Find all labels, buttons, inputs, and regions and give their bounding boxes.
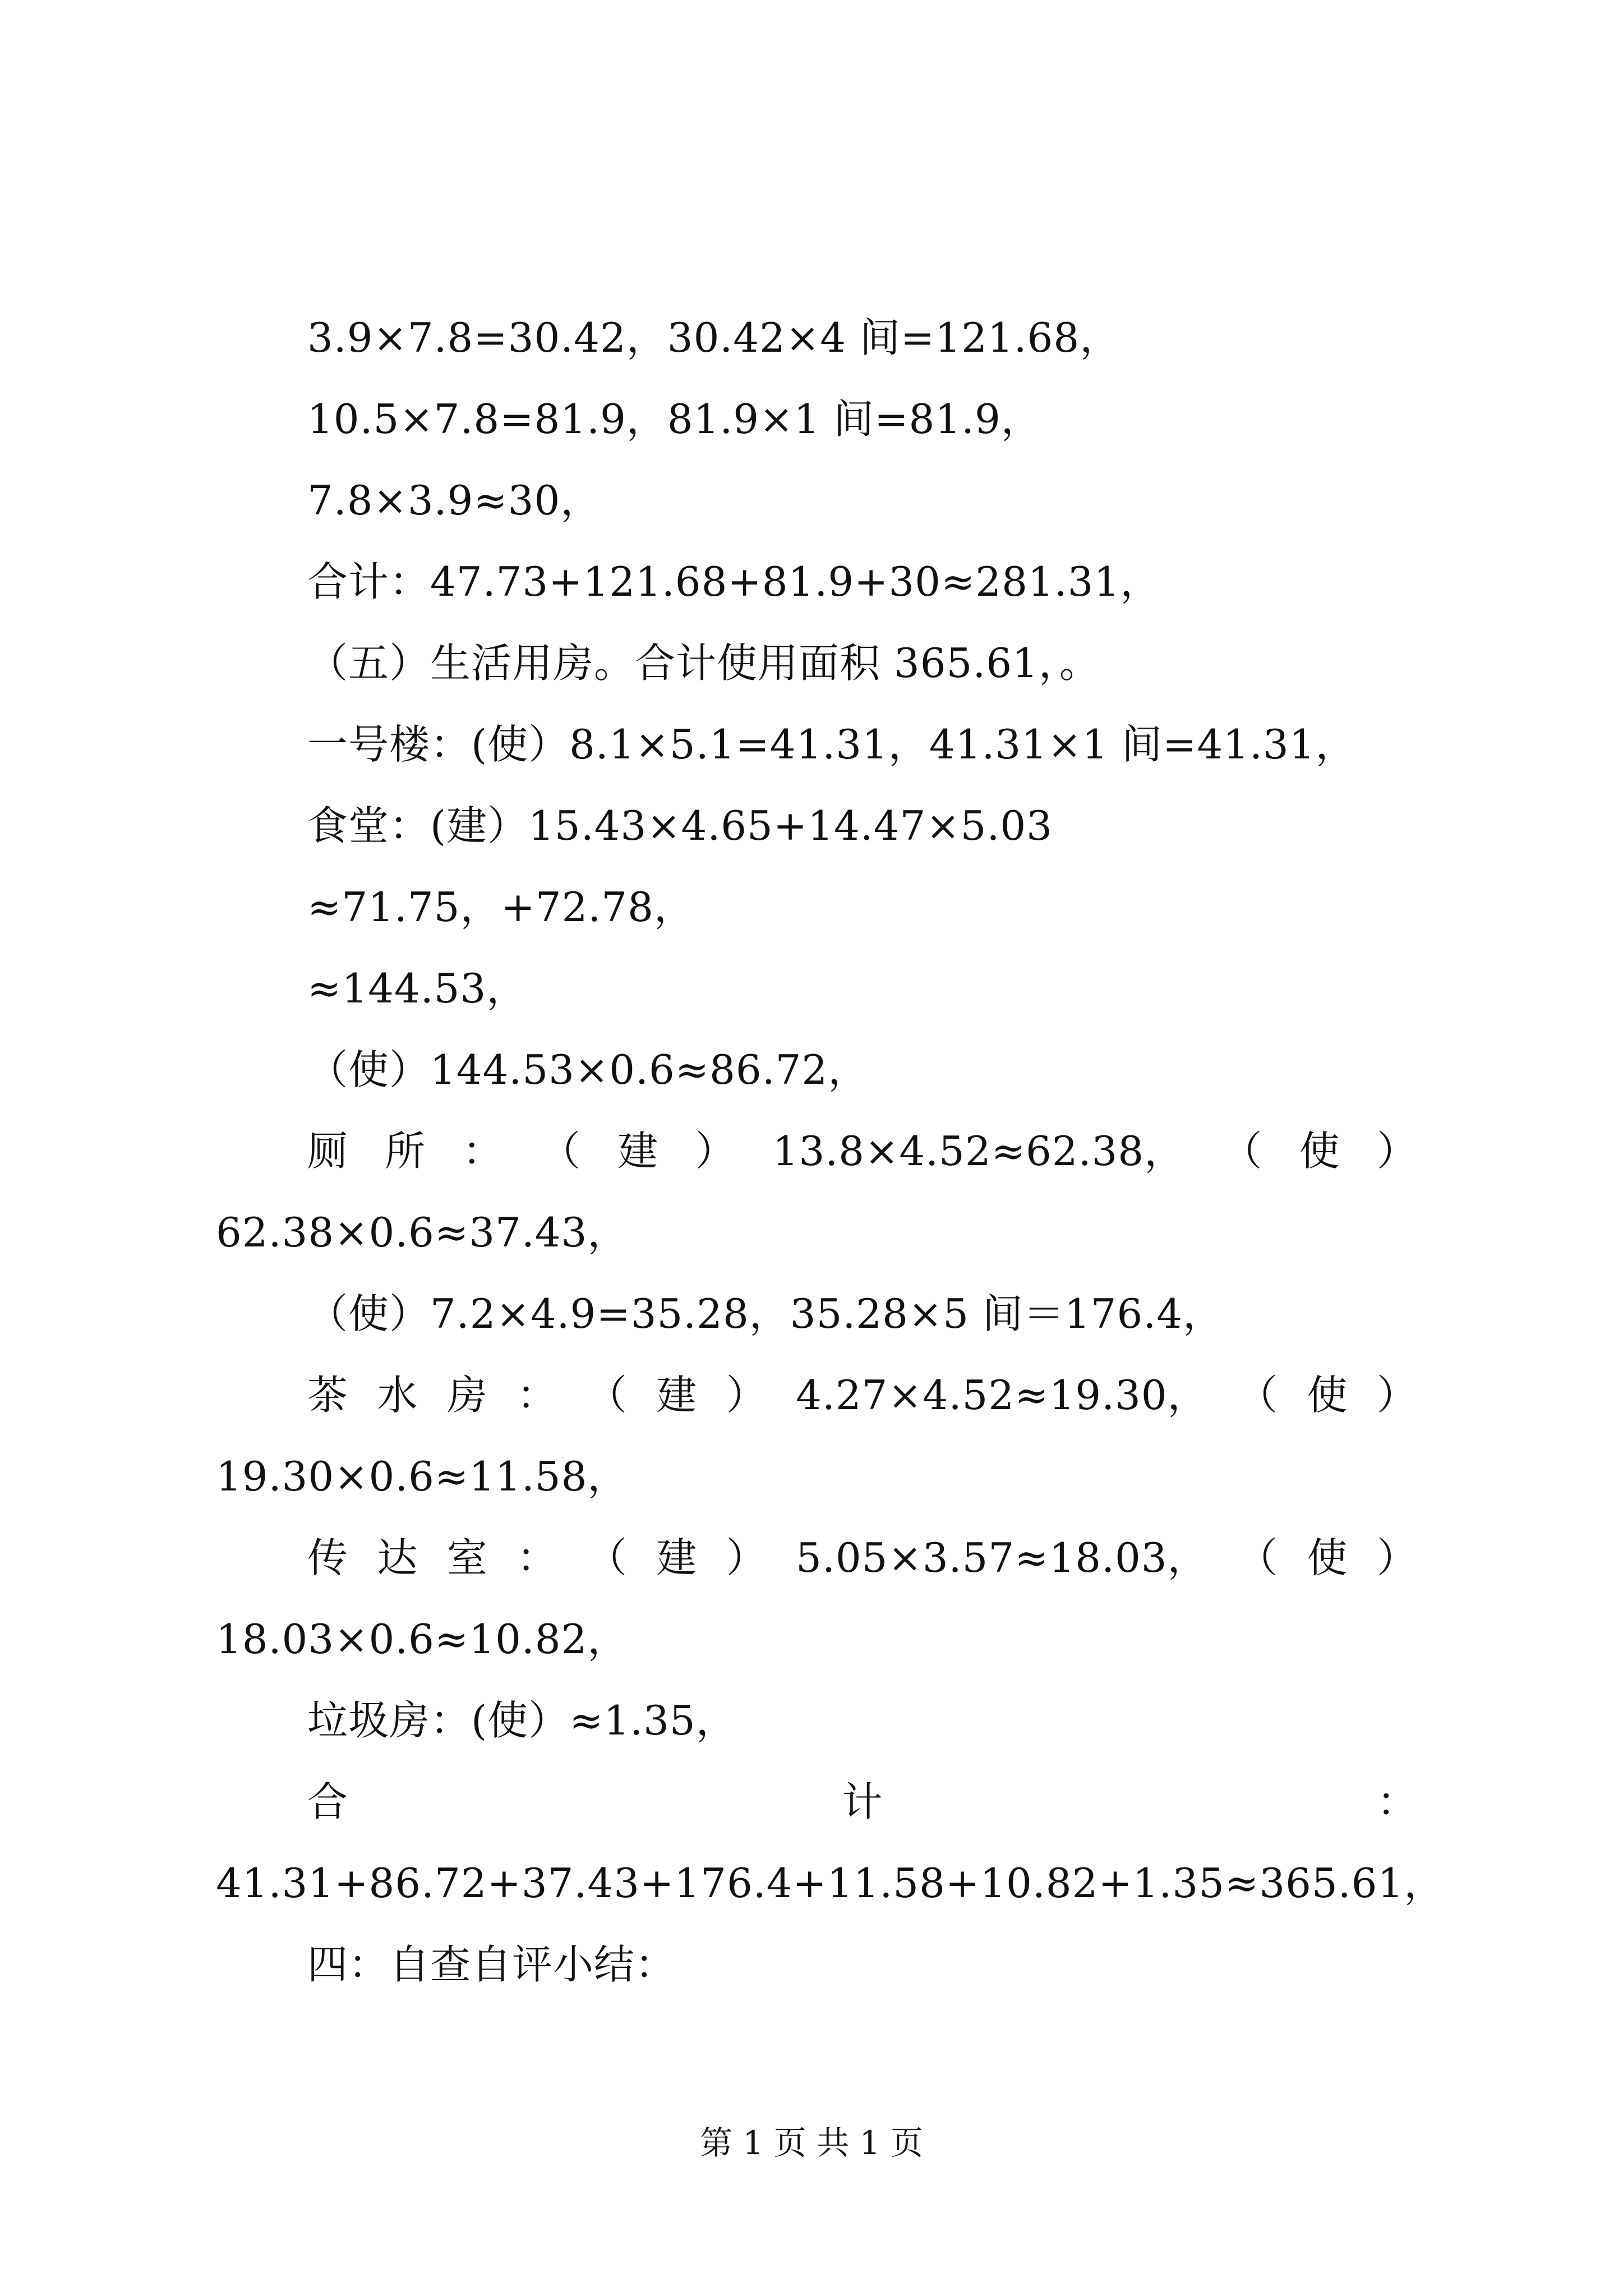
line-11-part-3: ：: [462, 1128, 504, 1175]
line-14-part-9: （: [1237, 1372, 1279, 1419]
line-16-part-7: ）: [726, 1534, 767, 1581]
text-line-10: （使）144.53×0.6≈86.72，: [307, 1046, 869, 1093]
text-line-18: 垃圾房：(使）≈1.35，: [307, 1697, 737, 1744]
text-line-16-justified: [307, 1530, 1418, 1586]
line-11-part-5: 建: [617, 1128, 659, 1175]
text-line-6: 一号楼：(使）8.1×5.1=41.31，41.31×1 间=41.31，: [307, 721, 1357, 768]
text-line-3: 7.8×3.9≈30，: [307, 477, 602, 524]
line-16-part-4: ：: [517, 1534, 558, 1581]
page-footer: 第 1 页 共 1 页: [700, 2124, 923, 2162]
line-11-part-9: 使: [1299, 1128, 1340, 1175]
line-16-part-10: 使: [1307, 1534, 1348, 1581]
text-line-7: 食堂：(建）15.43×4.65+14.47×5.03: [307, 802, 1053, 849]
text-line-4: 合计：47.73+121.68+81.9+30≈281.31，: [307, 558, 1161, 605]
line-11-part-8: （: [1221, 1128, 1263, 1175]
text-line-14-justified: [307, 1367, 1418, 1423]
line-16-part-3: 室: [446, 1534, 488, 1581]
line-11-part-4: （: [540, 1128, 581, 1175]
line-16-part-6: 建: [656, 1534, 698, 1581]
text-line-12: 62.38×0.6≈37.43，: [216, 1209, 629, 1256]
text-line-20: 41.31+86.72+37.43+176.4+11.58+10.82+1.35≈365.61，: [216, 1860, 1445, 1907]
line-11-part-7: 13.8×4.52≈62.38，: [772, 1128, 1186, 1175]
text-line-1: 3.9×7.8=30.42，30.42×4 间=121.68，: [307, 314, 1121, 361]
line-19-part-1: 合: [307, 1778, 349, 1825]
text-line-9: ≈144.53，: [307, 965, 528, 1012]
line-16-part-1: 传: [307, 1534, 349, 1581]
line-11-part-10: ）: [1376, 1128, 1418, 1175]
line-11-part-2: 所: [385, 1128, 426, 1175]
text-line-21: 四：自查自评小结：: [307, 1941, 676, 1988]
text-line-17: 18.03×0.6≈10.82，: [216, 1616, 629, 1663]
line-14-part-3: 房: [446, 1372, 488, 1419]
line-19-part-3: ：: [1376, 1778, 1418, 1825]
line-16-part-8: 5.05×3.57≈18.03，: [796, 1534, 1209, 1581]
line-14-part-6: 建: [656, 1372, 698, 1419]
line-14-part-4: ：: [517, 1372, 558, 1419]
line-16-part-2: 达: [377, 1534, 418, 1581]
line-11-part-1: 厕: [307, 1128, 349, 1175]
line-14-part-7: ）: [726, 1372, 767, 1419]
line-14-part-8: 4.27×4.52≈19.30，: [796, 1372, 1209, 1419]
line-16-part-11: ）: [1376, 1534, 1418, 1581]
text-line-19-justified: [307, 1774, 1418, 1830]
line-14-part-10: 使: [1307, 1372, 1348, 1419]
line-16-part-5: （: [586, 1534, 628, 1581]
text-line-8: ≈71.75，+72.78，: [307, 884, 695, 931]
text-line-5: （五）生活用房。合计使用面积 365.61，。: [307, 639, 1100, 687]
line-14-part-5: （: [586, 1372, 628, 1419]
line-11-part-6: ）: [695, 1128, 736, 1175]
text-line-11-justified: [307, 1123, 1418, 1179]
text-line-13: （使）7.2×4.9=35.28，35.28×5 间＝176.4，: [307, 1290, 1224, 1337]
line-14-part-1: 茶: [307, 1372, 349, 1419]
text-line-15: 19.30×0.6≈11.58，: [216, 1453, 629, 1500]
line-16-part-9: （: [1237, 1534, 1279, 1581]
text-line-2: 10.5×7.8=81.9，81.9×1 间=81.9，: [307, 395, 1042, 443]
line-19-part-2: 计: [842, 1778, 883, 1825]
line-14-part-2: 水: [377, 1372, 418, 1419]
line-14-part-11: ）: [1376, 1372, 1418, 1419]
